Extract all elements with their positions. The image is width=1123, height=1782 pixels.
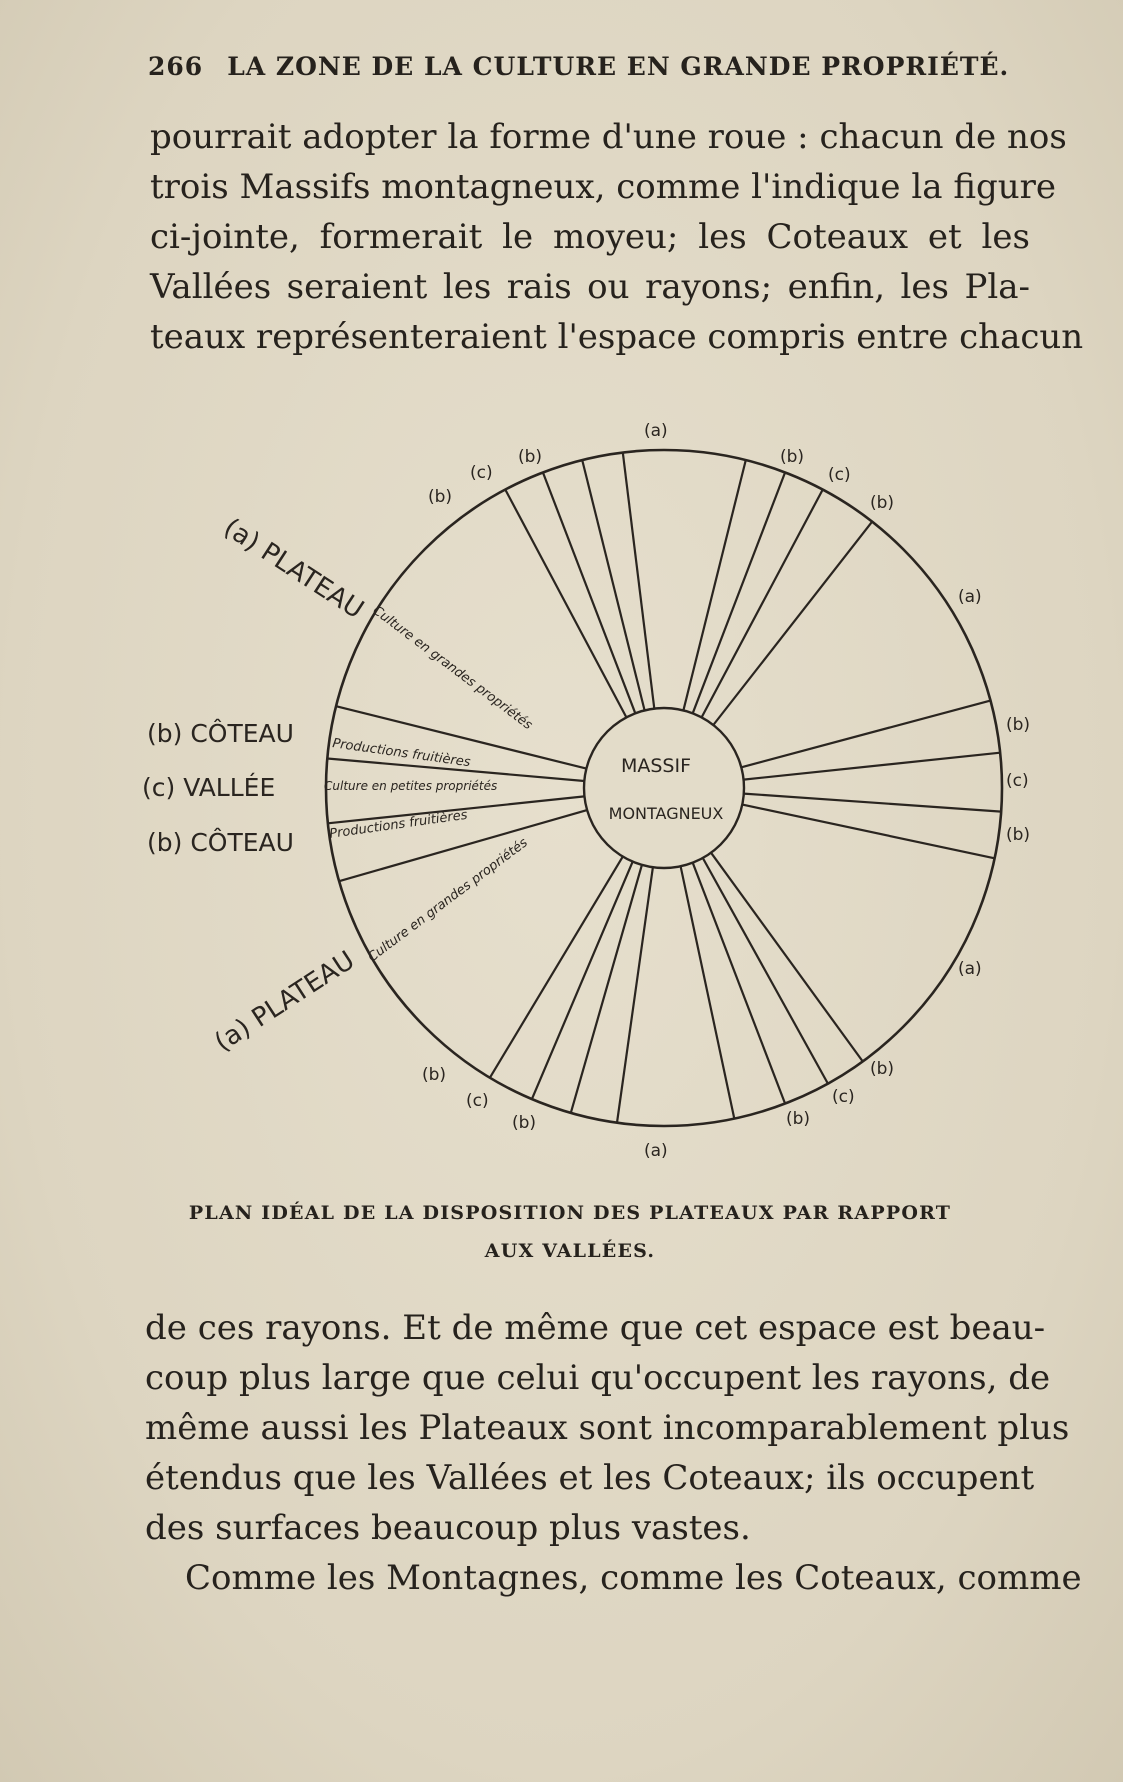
spoke-line bbox=[543, 472, 635, 713]
spoke-line bbox=[571, 865, 642, 1113]
mark-b: (b) bbox=[780, 447, 805, 467]
label-coteau-top: (b) CÔTEAU bbox=[147, 719, 294, 748]
spoke-line bbox=[532, 862, 633, 1100]
paragraph-bottom bbox=[145, 1303, 1082, 1603]
mark-a: (a) bbox=[958, 959, 982, 979]
mark-b: (b) bbox=[422, 1065, 447, 1085]
spoke-line bbox=[744, 794, 1001, 812]
caption-line: AUX VALLÉES. bbox=[484, 1240, 656, 1262]
spoke-line bbox=[490, 857, 623, 1078]
mark-b: (b) bbox=[786, 1109, 811, 1129]
text-line: Comme les Montagnes, comme les Coteaux, comme bbox=[185, 1558, 1082, 1598]
spoke-line bbox=[505, 490, 626, 718]
spoke-line bbox=[623, 453, 655, 709]
inner-label-vallee: Culture en petites propriétés bbox=[324, 779, 498, 793]
hub-circle bbox=[584, 708, 744, 868]
label-plateau-top: (a) PLATEAU bbox=[218, 512, 369, 626]
mark-b: (b) bbox=[870, 493, 895, 513]
spoke-line bbox=[713, 522, 872, 725]
text-line: étendus que les Vallées et les Coteaux; ils occupent bbox=[145, 1458, 1035, 1498]
text-line: même aussi les Plateaux sont incomparablement plus bbox=[145, 1408, 1070, 1448]
page-number: 266 bbox=[148, 52, 204, 81]
label-plateau-bottom: (a) PLATEAU bbox=[209, 945, 361, 1058]
mark-b: (b) bbox=[1006, 715, 1031, 735]
text-line: des surfaces beaucoup plus vastes. bbox=[145, 1508, 751, 1548]
hub-label-massif: MASSIF bbox=[620, 755, 692, 777]
mark-b: (b) bbox=[512, 1113, 537, 1133]
text-line: trois Massifs montagneux, comme l'indique la figure bbox=[150, 167, 1057, 207]
text-line: de ces rayons. Et de même que cet espace est beau- bbox=[145, 1308, 1046, 1348]
text-line: coup plus large que celui qu'occupent les rayons, de bbox=[145, 1358, 1051, 1398]
mark-a: (a) bbox=[644, 1141, 668, 1161]
mark-b: (b) bbox=[1006, 825, 1031, 845]
mark-c: (c) bbox=[828, 465, 851, 485]
mark-c: (c) bbox=[1006, 771, 1029, 791]
mark-b: (b) bbox=[518, 447, 543, 467]
figure-caption bbox=[120, 1194, 1020, 1270]
spoke-line bbox=[582, 460, 644, 710]
inner-label-plateau-bottom: Culture en grandes propriétés bbox=[365, 835, 531, 966]
mark-c: (c) bbox=[466, 1091, 489, 1111]
spoke-line bbox=[693, 472, 785, 713]
inner-label-coteau-top: Productions fruitières bbox=[331, 736, 472, 771]
label-vallee: (c) VALLÉE bbox=[142, 773, 276, 802]
mark-a: (a) bbox=[644, 421, 668, 441]
mark-b: (b) bbox=[428, 487, 453, 507]
spoke-line bbox=[683, 460, 745, 710]
caption-line: PLAN IDÉAL DE LA DISPOSITION DES PLATEAUX PAR RAPPORT bbox=[188, 1202, 952, 1224]
mark-b: (b) bbox=[870, 1059, 895, 1079]
running-title: LA ZONE DE LA CULTURE EN GRANDE PROPRIÉTÉ. bbox=[227, 52, 1010, 81]
mark-c: (c) bbox=[832, 1087, 855, 1107]
text-line: pourrait adopter la forme d'une roue : chacun de nos bbox=[150, 117, 1067, 157]
text-line: teaux représenteraient l'espace compris entre chacun bbox=[150, 317, 1084, 357]
text-line: Vallées seraient les rais ou rayons; enfin, les Pla- bbox=[150, 267, 1030, 307]
label-coteau-bottom: (b) CÔTEAU bbox=[147, 828, 294, 857]
inner-label-plateau-top: Culture en grandes propriétés bbox=[369, 603, 535, 733]
spoke-line bbox=[617, 867, 653, 1122]
inner-label-coteau-bottom: Productions fruitières bbox=[328, 807, 469, 842]
hub-label-montagneux: MONTAGNEUX bbox=[608, 804, 724, 823]
mark-a: (a) bbox=[958, 587, 982, 607]
text-line: ci-jointe, formerait le moyeu; les Coteaux et les bbox=[150, 217, 1030, 257]
mark-c: (c) bbox=[470, 463, 493, 483]
spoke-line bbox=[742, 805, 994, 859]
spoke-line bbox=[702, 490, 823, 718]
spoke-line bbox=[711, 853, 863, 1062]
